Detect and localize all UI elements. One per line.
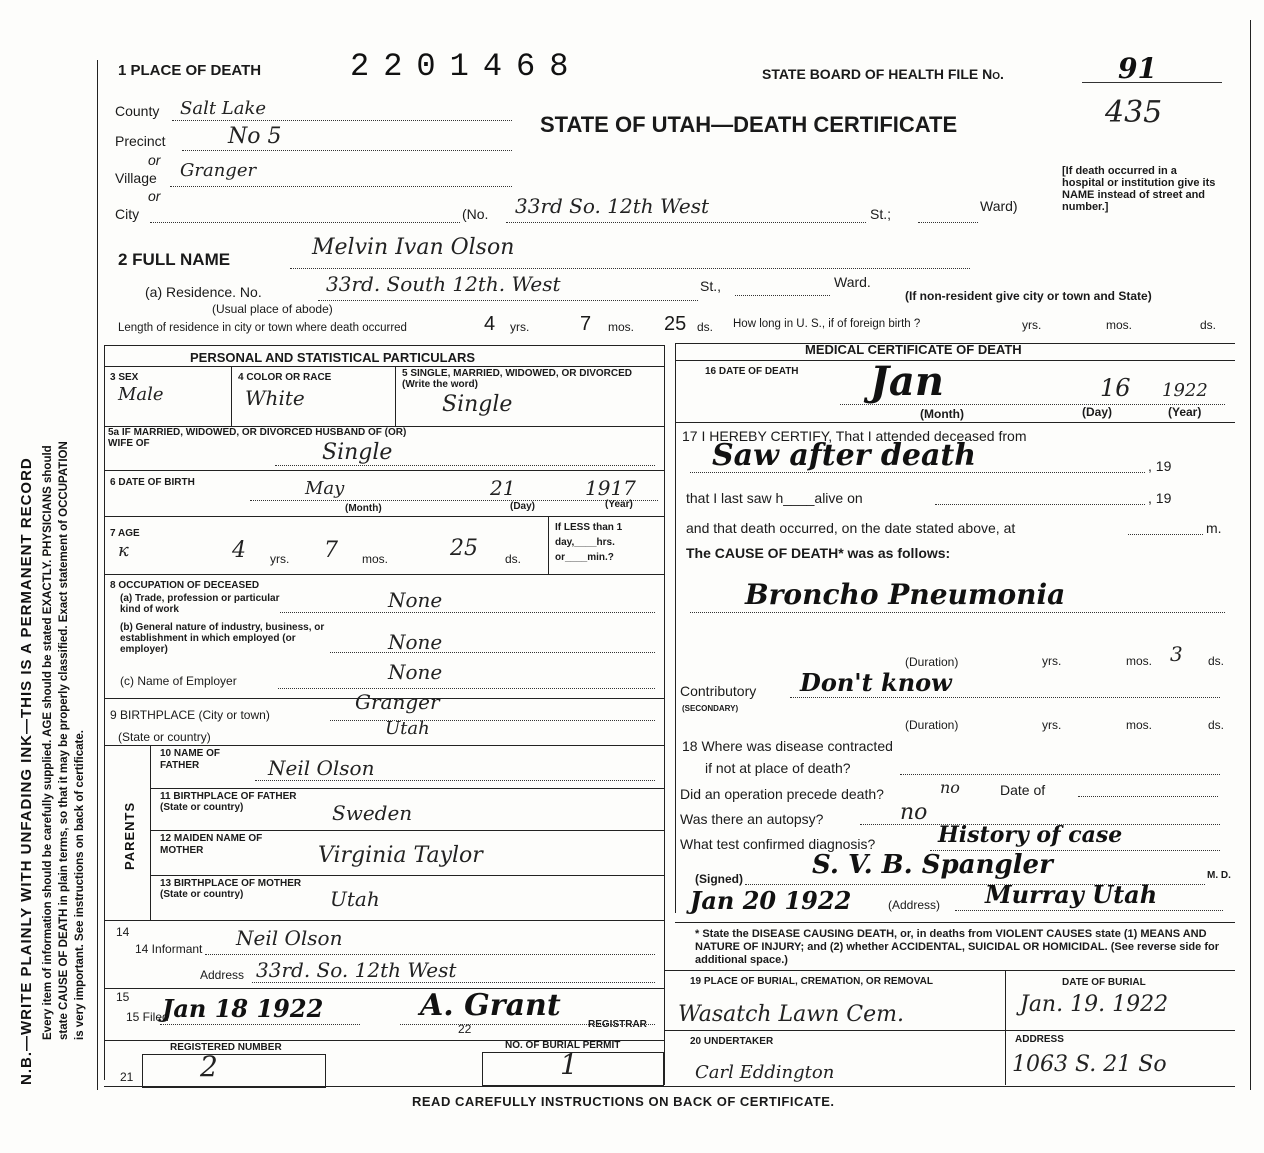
length-years: 4: [484, 313, 496, 335]
undertaker-address-label: ADDRESS: [1015, 1034, 1064, 1045]
dob-label: 6 DATE OF BIRTH: [110, 477, 195, 488]
precinct-value: No 5: [228, 124, 282, 149]
year-caption: (Year): [1168, 405, 1202, 419]
md-label: M. D.: [1207, 870, 1231, 881]
mos-label: mos.: [608, 320, 635, 334]
yrs-label: yrs.: [1042, 718, 1062, 732]
mother-label: 12 MAIDEN NAME OF MOTHER: [160, 833, 263, 856]
age-label: 7 AGE: [110, 528, 140, 539]
father-label: 10 NAME OF FATHER: [160, 748, 221, 771]
n21: 21: [120, 1070, 134, 1084]
street-no-label: (No.: [462, 206, 489, 222]
birthplace-state: Utah: [385, 718, 430, 739]
duration-label: (Duration): [905, 718, 959, 732]
state-file-number: 91: [1118, 52, 1157, 85]
occupation-label: 8 OCCUPATION OF DECEASED: [110, 580, 260, 591]
spouse-label: 5a IF MARRIED, WIDOWED, OR DIVORCED HUSBAND OF (OR) WIFE OF: [108, 427, 407, 449]
usual-abode-note: (Usual place of abode): [212, 302, 333, 316]
date-of-death-label: 16 DATE OF DEATH: [705, 366, 799, 377]
burial-permit-value: 1: [560, 1048, 578, 1081]
nonresident-note: (If non-resident give city or town and State): [905, 289, 1152, 303]
ds-label: ds.: [1208, 718, 1225, 732]
precinct-label: Precinct: [115, 133, 166, 149]
residence-label: (a) Residence. No.: [145, 284, 262, 300]
street-value: 33rd So. 12th West: [515, 194, 710, 218]
length-days: 25: [664, 313, 687, 335]
physician-address-value: Murray Utah: [985, 880, 1158, 909]
registered-number-value: 2: [200, 1050, 218, 1083]
mother-value: Virginia Taylor: [318, 843, 483, 868]
serial-number: 2201468: [350, 48, 583, 85]
nineteen: , 19: [1148, 490, 1172, 506]
undertaker-label: 20 UNDERTAKER: [690, 1036, 774, 1047]
informant-address-value: 33rd. So. 12th West: [256, 958, 457, 982]
duration-label: (Duration): [905, 655, 959, 669]
full-name-label: 2 FULL NAME: [118, 250, 231, 269]
age-mark: к: [118, 540, 129, 561]
mos-label: mos.: [1126, 718, 1153, 732]
parents-label: PARENTS: [122, 801, 137, 870]
occupation-a-value: None: [388, 588, 443, 612]
side-instruction-line: is very important. See instructions on back of certificate.: [74, 730, 86, 1040]
medical-heading: MEDICAL CERTIFICATE OF DEATH: [805, 342, 1022, 357]
hospital-note: [If death occurred in a hospital or institution give its NAME instead of street and number.]: [1062, 165, 1216, 213]
registrar-signature: A. Grant: [420, 988, 561, 1023]
mother-birthplace-value: Utah: [330, 887, 380, 911]
informant-label: 14 Informant: [135, 942, 203, 956]
mos-label: mos.: [1126, 654, 1153, 668]
sex-value: Male: [118, 384, 164, 405]
autopsy-value: no: [900, 800, 928, 825]
signed-label: (Signed): [695, 872, 743, 886]
burial-place-label: 19 PLACE OF BURIAL, CREMATION, OR REMOVAL: [690, 976, 933, 987]
or-label: or: [148, 152, 161, 168]
state-file-label: STATE BOARD OF HEALTH FILE No.: [762, 66, 1004, 82]
side-instruction-line: state CAUSE OF DEATH in plain terms, so that it may be properly classified. Exact statement of OCCUPATION: [58, 441, 70, 1040]
cause-footnote: * State the DISEASE CAUSING DEATH, or, in deaths from VIOLENT CAUSES state (1) MEANS AND NATURE OF INJURY; and (2) whether ACCIDENTAL, SUICIDAL OR HOMICIDAL. (See reverse side for additional space.): [695, 928, 1219, 966]
burial-place-value: Wasatch Lawn Cem.: [678, 1002, 904, 1027]
left-border: [97, 60, 98, 1090]
dob-month: May: [305, 478, 345, 499]
n14: 14: [116, 925, 130, 939]
sex-label: 3 SEX: [110, 372, 139, 383]
death-month: Jan: [870, 358, 944, 405]
residence-st: St.,: [700, 278, 722, 294]
filed-label: 15 Filed: [126, 1010, 169, 1024]
day-caption: (Day): [1082, 405, 1113, 419]
burial-date-value: Jan. 19. 1922: [1020, 992, 1169, 1017]
county-label: County: [115, 103, 160, 119]
autopsy-label: Was there an autopsy?: [680, 811, 824, 827]
certify-label: 17 I HEREBY CERTIFY, That I attended deceased from: [682, 428, 1027, 444]
test-value: History of case: [938, 822, 1123, 848]
cause-value: Broncho Pneumonia: [745, 578, 1066, 611]
right-border: [1250, 20, 1251, 1090]
length-months: 7: [580, 313, 592, 335]
less-than-day-note: If LESS than 1 day,____hrs. or____min.?: [555, 522, 623, 563]
undertaker-address-value: 1063 S. 21 So: [1012, 1052, 1167, 1077]
attended-value: Saw after death: [712, 438, 977, 473]
occupation-a-label: (a) Trade, profession or particular kind of work: [120, 593, 280, 615]
father-value: Neil Olson: [268, 756, 375, 780]
length-residence-label: Length of residence in city or town where death occurred: [118, 322, 407, 334]
footer-instructions: READ CAREFULLY INSTRUCTIONS ON BACK OF CERTIFICATE.: [412, 1094, 835, 1109]
father-birthplace-label: 11 BIRTHPLACE OF FATHER (State or country): [160, 791, 297, 813]
ds-label: ds.: [697, 320, 714, 334]
yrs-label: yrs.: [510, 320, 530, 334]
ward-label: Ward): [980, 198, 1018, 214]
n15: 15: [116, 990, 130, 1004]
contributory-label: Contributory: [680, 683, 757, 699]
mos-label: mos.: [362, 552, 389, 566]
place-of-death-label: 1 PLACE OF DEATH: [118, 62, 262, 79]
or-label: or: [148, 188, 161, 204]
full-name-value: Melvin Ivan Olson: [312, 235, 515, 260]
village-label: Village: [115, 170, 157, 186]
operation-label: Did an operation precede death?: [680, 786, 884, 802]
contributory-value: Don't know: [800, 668, 952, 697]
father-birthplace-value: Sweden: [332, 801, 413, 825]
side-instruction-line: Every item of information should be carefully supplied. AGE should be stated EXACTLY. PHYSICIANS should: [42, 445, 54, 1040]
certificate-title: STATE OF UTAH—DEATH CERTIFICATE: [540, 112, 958, 137]
birthplace-city: Granger: [355, 690, 440, 714]
physician-address-label: (Address): [888, 898, 941, 912]
death-occurred-label: and that death occurred, on the date stated above, at: [686, 520, 1016, 536]
registered-number-label: REGISTERED NUMBER: [170, 1042, 282, 1053]
side-instruction-title: N.B.—WRITE PLAINLY WITH UNFADING INK—THIS IS A PERMANENT RECORD: [18, 457, 35, 1085]
dob-year: 1917: [585, 476, 636, 500]
how-long-us-label: How long in U. S., if of foreign birth ?: [733, 318, 921, 330]
filed-value: Jan 18 1922: [162, 994, 324, 1023]
physician-signature: S. V. B. Spangler: [812, 850, 1053, 880]
ds-label: ds.: [505, 552, 522, 566]
residence-value: 33rd. South 12th. West: [326, 272, 561, 296]
sign-date: Jan 20 1922: [690, 886, 852, 915]
mother-birthplace-label: 13 BIRTHPLACE OF MOTHER (State or country): [160, 878, 302, 900]
n22: 22: [458, 1022, 472, 1036]
local-number: 435: [1105, 95, 1163, 130]
informant-address-label: Address: [200, 968, 245, 982]
yrs-label: yrs.: [270, 552, 290, 566]
state-label: (State or country): [118, 730, 211, 744]
informant-value: Neil Olson: [236, 926, 343, 950]
last-saw-label: that I last saw h____alive on: [686, 490, 863, 506]
city-label: City: [115, 206, 140, 222]
age-days: 25: [450, 536, 478, 561]
age-years: 4: [232, 538, 246, 563]
marital-value: Single: [442, 392, 513, 417]
village-value: Granger: [180, 160, 257, 181]
death-year: 1922: [1162, 380, 1208, 401]
burial-permit-label: NO. OF BURIAL PERMIT: [505, 1040, 621, 1051]
occupation-b-value: None: [388, 630, 443, 654]
yrs-label: yrs.: [1022, 318, 1042, 332]
ds-label: ds.: [1200, 318, 1217, 332]
disease-contracted-label-2: if not at place of death?: [705, 760, 851, 776]
burial-date-label: DATE OF BURIAL: [1062, 977, 1146, 988]
date-of-label: Date of: [1000, 782, 1046, 798]
test-label: What test confirmed diagnosis?: [680, 836, 876, 852]
year-caption: (Year): [605, 499, 633, 510]
registrar-label: REGISTRAR: [588, 1019, 647, 1030]
st-label: St.;: [870, 206, 892, 222]
ds-label: ds.: [1208, 654, 1225, 668]
birthplace-label: 9 BIRTHPLACE (City or town): [110, 708, 270, 722]
residence-ward: Ward.: [834, 274, 871, 290]
month-caption: (Month): [345, 503, 382, 514]
secondary-caption: (SECONDARY): [682, 704, 739, 713]
nineteen: , 19: [1148, 458, 1172, 474]
employer-value: None: [388, 660, 443, 684]
personal-heading: PERSONAL AND STATISTICAL PARTICULARS: [190, 350, 476, 365]
undertaker-value: Carl Eddington: [695, 1062, 835, 1083]
death-day: 16: [1100, 374, 1131, 402]
marital-label: 5 SINGLE, MARRIED, WIDOWED, OR DIVORCED (Write the word): [402, 368, 633, 390]
dob-day: 21: [490, 476, 516, 500]
disease-contracted-label: 18 Where was disease contracted: [682, 738, 893, 754]
operation-value: no: [940, 778, 960, 797]
cause-label: The CAUSE OF DEATH* was as follows:: [686, 545, 951, 561]
occupation-b-label: (b) General nature of industry, business, or establishment in which employed (or employer): [120, 622, 325, 655]
age-months: 7: [324, 538, 338, 563]
m-label: m.: [1206, 520, 1222, 536]
mos-label: mos.: [1106, 318, 1133, 332]
spouse-value: Single: [322, 440, 393, 465]
employer-label: (c) Name of Employer: [120, 674, 237, 688]
duration-months: 3: [1170, 642, 1183, 666]
county-value: Salt Lake: [180, 98, 267, 119]
yrs-label: yrs.: [1042, 654, 1062, 668]
color-label: 4 COLOR OR RACE: [238, 372, 332, 383]
day-caption: (Day): [510, 501, 536, 512]
month-caption: (Month): [920, 407, 964, 421]
color-value: White: [245, 386, 305, 410]
